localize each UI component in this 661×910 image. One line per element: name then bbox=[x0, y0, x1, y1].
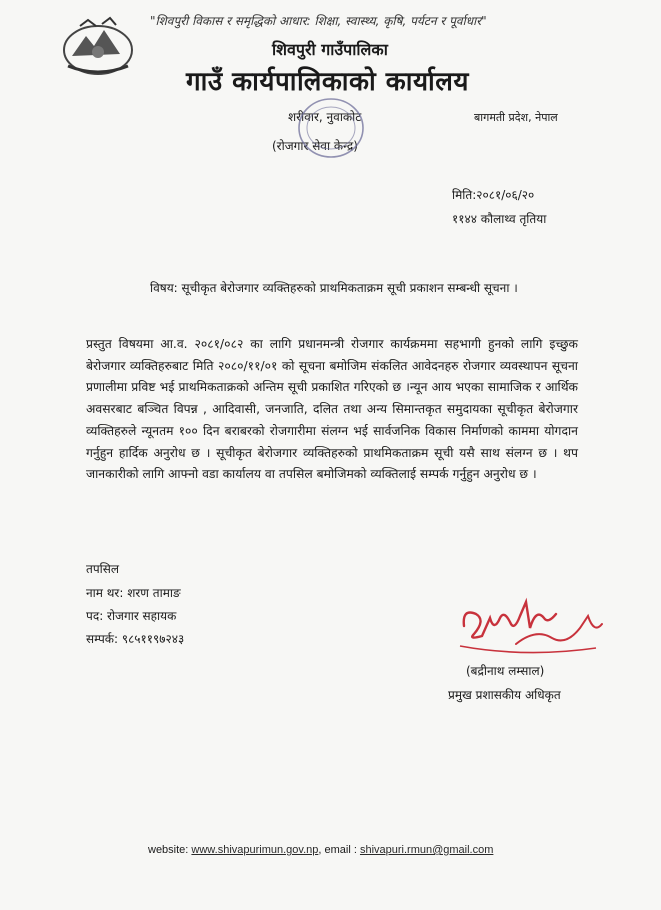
website-label: website: bbox=[148, 844, 192, 856]
letter-body: प्रस्तुत विषयमा आ.व. २०८१/०८२ का लागि प्रधानमन्त्री रोजगार कार्यक्रममा सहभागी हुनको लागि इच्छुक बेरोजगार व्यक्तिहरुबाट मिति २०८०/११/०१ को सूचना बमोजिम संकलित आवेदनहरु रोजगार व्यवस्थापन सूचना प्रणालीमा प्रविष्ट भई प्राथमिकताक्रको अन्तिम सूची प्रकाशित गरिएको छ ।न्यून आय भएका सामाजिक र आर्थिक अवसरबाट बञ्चित विपन्न , आदिवासी, जनजाति, दलित तथा अन्य सिमान्तकृत समुदायका सूचीकृत बेरोजगार व्यक्तिहरुले न्यूनतम १०० दिन बराबरको रोजगारीमा संलग्न भई सार्वजनिक विकास निर्माणको काममा योगदान गर्नुहुन हार्दिक अनुरोध छ । सूचीकृत बेरोजगार व्यक्तिहरुको प्राथमिकताक्रम सूची यसै साथ संलग्न छ । थप जानकारीको लागि आफ्नो वडा कार्यालय वा तपसिल बमोजिमको व्यक्तिलाई सम्पर्क गर्नुहुन अनुरोध छ । bbox=[86, 337, 578, 482]
signatory-name: (बद्रीनाथ लम्साल) bbox=[466, 664, 545, 678]
contact-phone: सम्पर्क: ९८५११९७२४३ bbox=[86, 632, 185, 646]
office-address: शरीवार, नुवाकोट bbox=[288, 110, 362, 124]
motto: "शिवपुरी विकास र समृद्धिको आधार: शिक्षा, स्वास्थ्य, कृषि, पर्यटन र पूर्वाधार" bbox=[150, 14, 487, 28]
signature-icon bbox=[456, 588, 606, 658]
letter-date: मिति:२०८१/०६/२० bbox=[452, 188, 535, 202]
email-link[interactable]: shivapuri.rmun@gmail.com bbox=[359, 844, 494, 856]
office-stamp-icon bbox=[296, 96, 366, 160]
website-link[interactable]: www.shivapurimun.gov.np bbox=[191, 844, 319, 856]
details-heading: तपसिल bbox=[86, 562, 120, 576]
letter-subject: विषय: सूचीकृत बेरोजगार व्यक्तिहरुको प्राथमिकताक्रम सूची प्रकाशन सम्बन्धी सूचना । bbox=[150, 281, 518, 295]
contact-post: पद: रोजगार सहायक bbox=[86, 609, 177, 623]
contact-name: नाम थर: शरण तामाङ bbox=[86, 586, 181, 600]
letter-reference: ११४४ कौलाथ्व तृतिया bbox=[452, 212, 547, 226]
nepal-emblem-icon bbox=[58, 16, 138, 78]
signatory-title: प्रमुख प्रशासकीय अधिकृत bbox=[448, 688, 561, 702]
organization-name: शिवपुरी गाउँपालिका bbox=[272, 40, 388, 59]
footer bbox=[148, 844, 493, 856]
province: बागमती प्रदेश, नेपाल bbox=[474, 111, 558, 124]
email-label: , email : bbox=[318, 844, 360, 856]
office-name: गाउँ कार्यपालिकाको कार्यालय bbox=[186, 67, 469, 97]
service-center: (रोजगार सेवा केन्द्र) bbox=[272, 139, 358, 153]
